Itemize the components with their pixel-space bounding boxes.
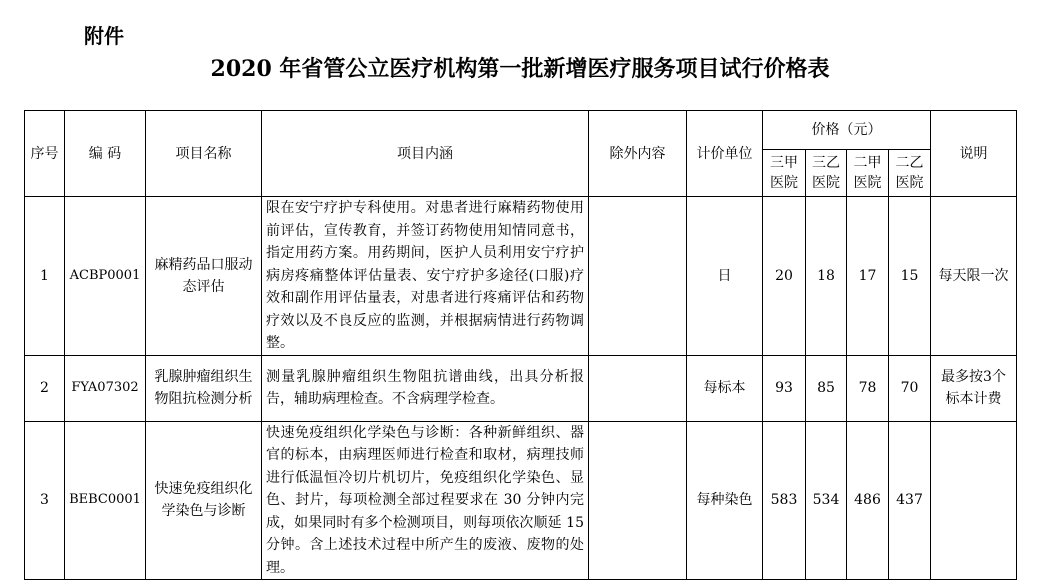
row-price-2a: 78	[847, 355, 889, 421]
row-note: 每天限一次	[931, 197, 1017, 356]
row-content: 限在安宁疗护专科使用。对患者进行麻精药物使用前评估，宣传教育，并签订药物使用知情同意书，指定用药方案。用药期间，医护人员利用安宁疗护病房疼痛整体评估量表、安宁疗护多途径(口服)疗效和副作用评估量表，对患者进行疼痛评估和药物疗效以及不良反应的监测，并根据病情进行药物调整。	[262, 197, 589, 356]
row-unit: 每种染色	[687, 421, 763, 580]
row-seq: 1	[25, 197, 65, 356]
row-note	[931, 421, 1017, 580]
row-exclude	[589, 355, 687, 421]
header-price: 价格（元）	[763, 111, 931, 150]
row-price-3a: 583	[763, 421, 806, 580]
row-code: ACBP0001	[65, 197, 146, 356]
attachment-label: 附件	[84, 24, 124, 48]
row-price-2a: 17	[847, 197, 889, 356]
row-unit: 日	[687, 197, 763, 356]
header-note: 说明	[931, 111, 1017, 197]
row-price-2b: 70	[889, 355, 931, 421]
row-price-2b: 437	[889, 421, 931, 580]
row-code: BEBC0001	[65, 421, 146, 580]
row-name: 麻精药品口服动态评估	[146, 197, 262, 356]
price-table	[24, 110, 1017, 580]
header-price-grade-2a: 二甲 医院	[847, 150, 889, 197]
document-title: 2020 年省管公立医疗机构第一批新增医疗服务项目试行价格表	[210, 56, 830, 82]
header-price-grade-3b: 三乙 医院	[806, 150, 847, 197]
header-seq: 序号	[25, 111, 65, 197]
header-exclude: 除外内容	[589, 111, 687, 197]
row-code: FYA07302	[65, 355, 146, 421]
row-unit: 每标本	[687, 355, 763, 421]
table-row	[25, 421, 1017, 580]
header-name: 项目名称	[146, 111, 262, 197]
row-price-3b: 18	[806, 197, 847, 356]
header-content: 项目内涵	[262, 111, 589, 197]
row-name: 乳腺肿瘤组织生物阻抗检测分析	[146, 355, 262, 421]
header-code: 编 码	[65, 111, 146, 197]
row-price-2b: 15	[889, 197, 931, 356]
header-unit: 计价单位	[687, 111, 763, 197]
row-seq: 3	[25, 421, 65, 580]
header-price-grade-3a: 三甲 医院	[763, 150, 806, 197]
row-price-3a: 20	[763, 197, 806, 356]
row-price-3b: 85	[806, 355, 847, 421]
row-name: 快速免疫组织化学染色与诊断	[146, 421, 262, 580]
row-exclude	[589, 421, 687, 580]
row-price-3b: 534	[806, 421, 847, 580]
row-price-3a: 93	[763, 355, 806, 421]
row-exclude	[589, 197, 687, 356]
row-note: 最多按3个标本计费	[931, 355, 1017, 421]
header-price-grade-2b: 二乙 医院	[889, 150, 931, 197]
table-row	[25, 355, 1017, 421]
row-content: 快速免疫组织化学染色与诊断：各种新鲜组织、器官的标本，由病理医师进行检查和取材，病理技师进行低温恒冷切片机切片，免疫组织化学染色、显色、封片，每项检测全部过程要求在 30 分钟内完成，如果同时有多个检测项目，则每项依次顺延 15 分钟。含上述技术过程中所产生的废液、废物的处理。	[262, 421, 589, 580]
row-price-2a: 486	[847, 421, 889, 580]
row-content: 测量乳腺肿瘤组织生物阻抗谱曲线，出具分析报告，辅助病理检查。不含病理学检查。	[262, 355, 589, 421]
table-row	[25, 197, 1017, 356]
row-seq: 2	[25, 355, 65, 421]
